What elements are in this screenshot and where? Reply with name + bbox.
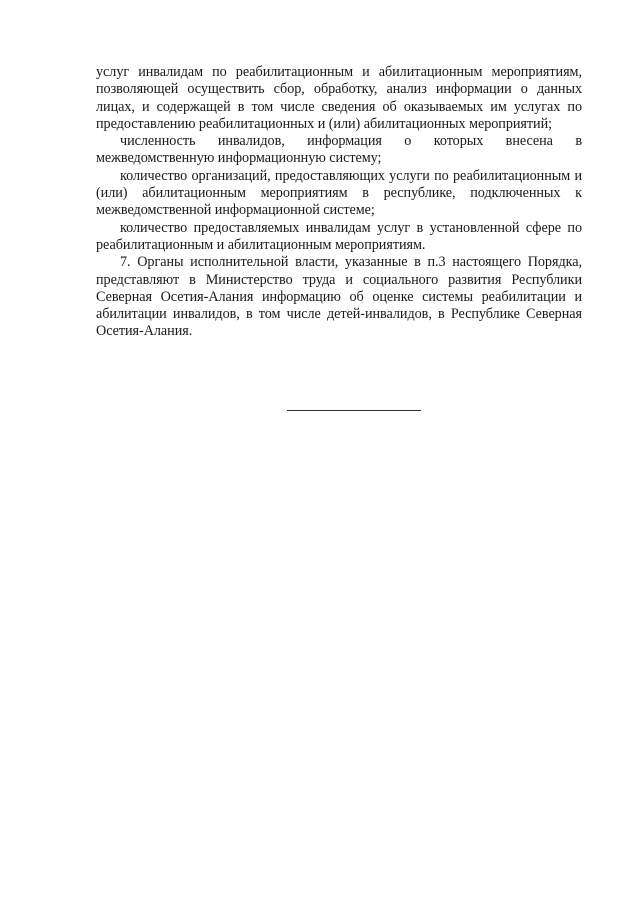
end-divider-line — [287, 410, 421, 411]
paragraph-disabled-count: численность инвалидов, информация о которых внесена в межведомственную информационную систему; — [96, 133, 582, 167]
document-body — [96, 64, 582, 341]
paragraph-organizations-count: количество организаций, предоставляющих услуги по реабилитационным и (или) абилитационным мероприятиям в республике, подключенных к межведомственной информационной системе; — [96, 167, 582, 219]
paragraph-item-7: 7. Органы исполнительной власти, указанные в п.3 настоящего Порядка, представляют в Министерство труда и социального развития Республики Северная Осетия-Алания информацию об оценке системы реабилитации и абилитации инвалидов, в том числе детей-инвалидов, в Республике Северная Осетия-Алания. — [96, 254, 582, 340]
paragraph-services-system: услуг инвалидам по реабилитационным и абилитационным мероприятиям, позволяющей осуществить сбор, обработку, анализ информации о данных лицах, и содержащей в том числе сведения об оказываемых им услугах по предоставлению реабилитационных и (или) абилитационных мероприятий; — [96, 64, 582, 132]
paragraph-services-count: количество предоставляемых инвалидам услуг в установленной сфере по реабилитационным и абилитационным мероприятиям. — [96, 219, 582, 253]
